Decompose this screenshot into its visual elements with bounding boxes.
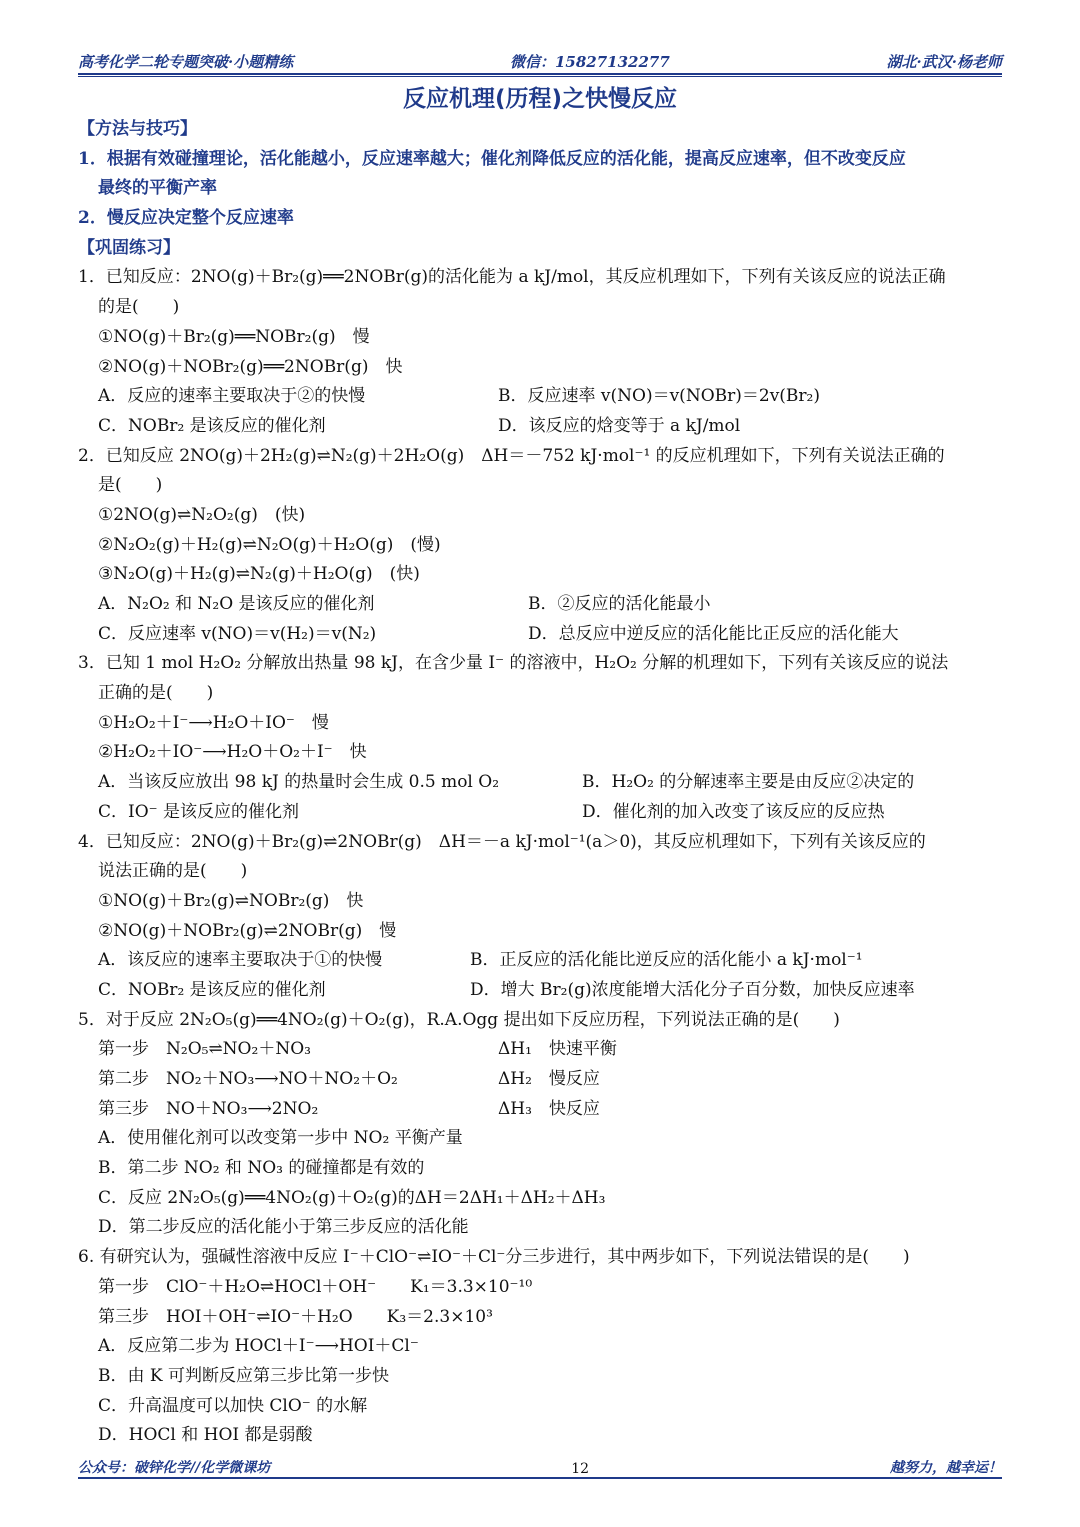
option-d: D．第二步反应的活化能小于第三步反应的活化能 [98,1217,469,1238]
option-a: A．当该反应放出 98 kJ 的热量时会生成 0.5 mol O₂ [98,772,500,793]
option-row [78,590,1004,620]
option-row [78,412,1004,442]
page-footer [78,1455,1002,1477]
option-b: B．由 K 可判断反应第三步比第一步快 [98,1365,389,1386]
option-d: D．总反应中逆反应的活化能比正反应的活化能大 [528,623,899,644]
tip-line: 2．慢反应决定整个反应速率 [78,208,294,229]
mechanism-step: 第一步 ClO⁻＋H₂O⇌HOCl＋OH⁻ K₁＝3.3×10⁻¹⁰ [98,1276,533,1297]
option-c: C．反应速率 v(NO)＝v(H₂)＝v(N₂) [98,623,377,644]
option-b: B．第二步 NO₂ 和 NO₃ 的碰撞都是有效的 [98,1158,425,1179]
tip-line: 1．根据有效碰撞理论，活化能越小，反应速率越大；催化剂降低反应的活化能，提高反应速率，但不改变反应 [78,148,906,169]
question-stem: 1．已知反应：2NO(g)＋Br₂(g)══2NOBr(g)的活化能为 a kJ/mol，其反应机理如下，下列有关该反应的说法正确 [78,267,946,288]
question-stem: 2．已知反应 2NO(g)＋2H₂(g)⇌N₂(g)＋2H₂O(g) ΔH＝－752 kJ·mol⁻¹ 的反应机理如下，下列有关说法正确的 [78,445,945,466]
header-right: 湖北·武汉·杨老师 [886,53,1002,71]
option-b: B．正反应的活化能比逆反应的活化能小 a kJ·mol⁻¹ [470,950,863,971]
document-body [78,115,1004,1451]
mechanism-step: ①2NO(g)⇌N₂O₂(g) (快) [98,504,306,525]
option-d: D．增大 Br₂(g)浓度能增大活化分子百分数，加快反应速率 [470,979,915,1000]
header-center: 微信：15827132277 [509,53,670,71]
question-stem: 的是( ) [98,297,180,318]
question-stem: 3．已知 1 mol H₂O₂ 分解放出热量 98 kJ，在含少量 I⁻ 的溶液中，H₂O₂ 分解的机理如下，下列有关该反应的说法 [78,653,949,674]
option-b: B．②反应的活化能最小 [528,594,711,614]
question-stem: 6. 有研究认为，强碱性溶液中反应 I⁻＋ClO⁻⇌IO⁻＋Cl⁻分三步进行，其中两步如下，下列说法错误的是( ) [78,1247,910,1268]
page-number: 12 [571,1461,590,1477]
question-stem: 4．已知反应：2NO(g)＋Br₂(g)⇌2NOBr(g) ΔH＝－a kJ·mol⁻¹(a＞0)，其反应机理如下，下列有关该反应的 [78,831,926,852]
mechanism-step: ②NO(g)＋NOBr₂(g)══2NOBr(g) 快 [98,356,403,377]
option-c: C．NOBr₂ 是该反应的催化剂 [98,979,326,1000]
mechanism-step: ①NO(g)＋Br₂(g)══NOBr₂(g) 慢 [98,326,370,347]
option-c: C．IO⁻ 是该反应的催化剂 [98,801,300,822]
question-stem: 5．对于反应 2N₂O₅(g)══4NO₂(g)＋O₂(g)，R.A.Ogg 提出如下反应历程，下列说法正确的是( ) [78,1009,840,1030]
option-row [78,768,1004,798]
option-a: A．使用催化剂可以改变第一步中 NO₂ 平衡产量 [98,1128,463,1149]
section-heading: 【巩固练习】 [78,237,180,258]
option-a: A．反应的速率主要取决于②的快慢 [98,386,366,407]
option-b: B．H₂O₂ 的分解速率主要是由反应②决定的 [582,772,915,793]
mechanism-step: ②H₂O₂＋IO⁻⟶H₂O＋O₂＋I⁻ 快 [98,742,367,763]
footer-rule [78,1477,1002,1479]
question-stem: 正确的是( ) [98,683,214,704]
header-rule [78,73,1002,77]
option-row [78,620,1004,650]
page-title: 反应机理(历程)之快慢反应 [402,86,678,112]
footer-left: 公众号：破锌化学//化学微课坊 [78,1460,271,1476]
mechanism-step: ②NO(g)＋NOBr₂(g)⇌2NOBr(g) 慢 [98,920,397,941]
option-c: C．升高温度可以加快 ClO⁻ 的水解 [98,1395,368,1416]
option-a: A．反应第二步为 HOCl＋I⁻⟶HOI＋Cl⁻ [98,1336,419,1357]
mechanism-step: 第一步 N₂O₅⇌NO₂＋NO₃ ΔH₁ 快速平衡 [98,1039,617,1060]
mechanism-step: ①NO(g)＋Br₂(g)⇌NOBr₂(g) 快 [98,890,364,911]
option-a: A．N₂O₂ 和 N₂O 是该反应的催化剂 [98,594,375,614]
section-heading: 【方法与技巧】 [78,119,197,139]
mechanism-step: ②N₂O₂(g)＋H₂(g)⇌N₂O(g)＋H₂O(g) (慢) [98,534,441,555]
mechanism-step: 第三步 NO＋NO₃⟶2NO₂ ΔH₃ 快反应 [98,1098,600,1119]
option-row [78,382,1004,412]
option-d: D．催化剂的加入改变了该反应的反应热 [582,801,885,822]
option-row [78,798,1004,828]
question-stem: 说法正确的是( ) [98,861,248,882]
mechanism-step: ①H₂O₂＋I⁻⟶H₂O＋IO⁻ 慢 [98,712,329,733]
option-c: C．NOBr₂ 是该反应的催化剂 [98,415,326,436]
mechanism-step: 第二步 NO₂＋NO₃⟶NO＋NO₂＋O₂ ΔH₂ 慢反应 [98,1069,600,1089]
mechanism-step: ③N₂O(g)＋H₂(g)⇌N₂(g)＋H₂O(g) (快) [98,564,420,585]
mechanism-step: 第三步 HOI＋OH⁻⇌IO⁻＋H₂O K₃＝2.3×10³ [98,1306,493,1327]
option-b: B．反应速率 v(NO)＝v(NOBr)＝2v(Br₂) [498,386,820,407]
option-c: C．反应 2N₂O₅(g)══4NO₂(g)＋O₂(g)的ΔH＝2ΔH₁＋ΔH₂＋ΔH₃ [98,1187,606,1208]
footer-right: 越努力，越幸运！ [890,1460,1002,1476]
header-left: 高考化学二轮专题突破·小题精练 [78,53,294,71]
option-row [78,946,1004,976]
question-stem: 是( ) [98,475,163,496]
option-a: A．该反应的速率主要取决于①的快慢 [98,950,383,971]
option-row [78,976,1004,1006]
page-header [78,50,1002,72]
option-d: D．HOCl 和 HOI 都是弱酸 [98,1425,313,1446]
option-d: D．该反应的焓变等于 a kJ/mol [498,415,741,436]
tip-line: 最终的平衡产率 [98,178,217,199]
